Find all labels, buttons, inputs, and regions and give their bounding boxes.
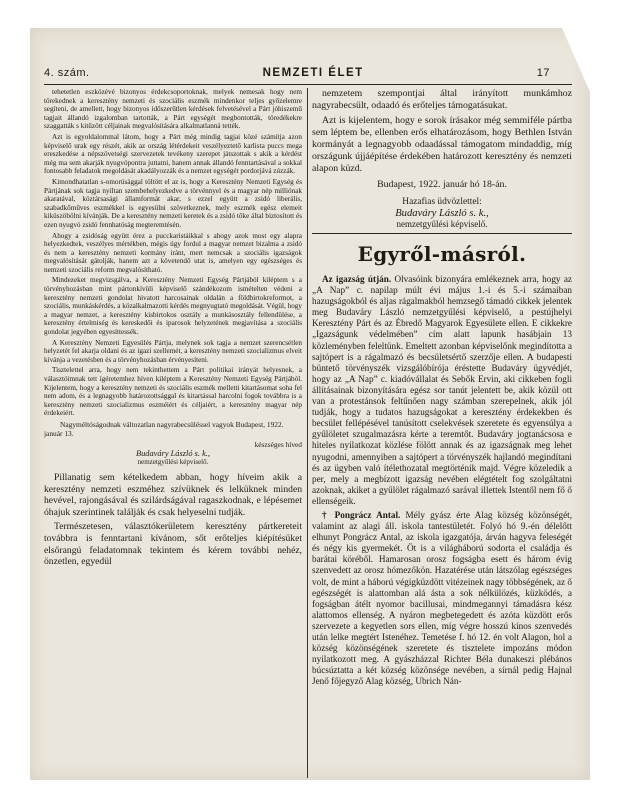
news-item [312,274,572,507]
article-paragraph: Ahogy a zsidóság együtt érez a pucckaristáikkal s ahogy azok most egy alapra helyezkedtek, veszélyes mértékben, mégis úgy fordul a magyar nemzet bizalma a zsidó és nem a keresztény nemzeti kormány iránt, mert nemcsak a szociális igazságok megvalósítását gátolják, hanem azt a követendő utat is, amelyen egy egészséges és nemzeti szociális reform megvalósítható. [44,231,302,274]
article-paragraph: nemzetem szempontjai által irányított munkámhoz nagyrabecsült, odaadó és erőteljes támogatásukat. [312,88,572,111]
left-column [44,88,302,778]
news-item-text: Mély gyász érte Alag község közönségét, valamint az alagi áll. iskola tantestületét. Folyó hó 9.-én délelőtt elhunyt Pongrácz Antal, az iskola igazgatója, árván hagyva feleségét és négy kis gyermekét. Öt is a világháború sodorta el családja és barátai köréből. Hamarosan orosz fogságba esett és három évig szenvedett az orosz hómezőkön. Hazatérése után látszólag egészséges volt, de mint a háború végigküzdött vitézeinek nagy többségének, az ő egészségét is alattomban alá ásta a sok nélkülözés, küzködés, a fogságban átélt nyomor bacillusai, mindmegannyi támadásra kész alattomos ellenség. A nyáron megbetegedett és azóta küzdött erős szervezete a kegyetlen sors ellen, míg végre hosszú kínos szenvedés után lelke megtért Istenéhez. Temetése f. hó 12. én volt Alagon, hol a község közönségének szeretete és tisztelete impozáns módon nyilatkozott meg. A gyászházzal Richter Béla dunakeszi plébános búcsúztatta a két község közönsége nevében, a sírnál pedig Hajnal Jenő főjegyző Alag község, Ubrich Nán- [312,509,572,687]
news-item [312,510,572,688]
news-item-lead: † Pongrácz Antal. [322,509,401,520]
article-paragraph: Mindezeket megvizsgálva, a Keresztény Nemzeti Egység Pártjából kiléptem s a törvényhozásban mint pártonkívüli képviselő szándékozom ismételten védeni a keresztény nemzeti gondolat hivatott harcosainak oldalán a földbirtokreformot, a szociális, munkáskérdés, a közalkalmazotti kérdés megnyugtató megoldását. Végül, hogy a magyar nemzet, a keresztény kisbirtokos osztály a munkásosztály fellendülése, a keresztény értelmiség és kereskedői és iparosok helyzetének megjavítása a szociális gondolat jegyében egyesíttessék. [44,276,302,337]
article-paragraph: Azt is egyoldalommal látom, hogy a Párt még mindig tagjai közé számítja azon képviselő urak egy részét, akik az ország létérdekeit veszélyeztető karlista puccs mega ereszkedése a népszövetségi szervezetek tevékeny szerepet játszottak s akik a kérdést még ma sem akarják nyugvópontra juttatni, hanem annak állandó fenntartásával a sokkal fontosabb feladatok megoldását akadályozzák és a nemzet egységét pordorjává zúzzák. [44,132,302,176]
letter-greeting: Hazafias üdvözlettel: [402,197,482,207]
signature-role: nemzetgyűlési képviselő. [396,219,488,229]
article-paragraph: Tisztelettel arra, hogy nem tekinthettem a Párt politikai irányát helyesnek, a választóimnak tett ígéretemhez híven kiléptem a Keresztény Nemzeti Egység Pártjából. Kijelentem, hogy a keresztény nemzeti és szociális eszmék melletti kitartásomat soha fel nem adom, és a legnagyobb határozottsággal és kitartással harcolni fogok továbbra is a keresztény nemzeti szocializmus eszméiért és céljaiért, a keresztény magyar nép érdekeiért. [44,366,302,418]
header-rule [44,84,572,85]
column-divider [307,88,308,778]
issue-number: 4. szám. [44,67,90,79]
letter-closing-date: Nagyméltóságodnak változatlan nagyrabecsüléssel vagyok Budapest, 1922. január 13. [44,419,284,438]
right-column [312,88,572,778]
article-paragraph: A Keresztény Nemzeti Egyesülés Pártja, melynek sok tagja a nemzet szerencsétlen helyzetét fel akarja oldani és az igazi szellemét, a keresztény nemzeti szocializmus elveit kívánja a vezetésben és a törvényhozásban érvényesíteni. [44,338,302,364]
signature-closing: készséges híved [254,439,302,449]
page-header [44,64,550,82]
newspaper-page [30,28,590,780]
article-paragraph-large: Természetesen, választókerületem keresztény pártkereteit továbbra is fenntartani kívánom, sőt erőteljes kiépítésüket elsőrangú feladatomnak tekintem és kérem további nehéz, önzetlen, egyedül [44,521,302,568]
signature-name: Budaváry László s. k., [136,448,210,458]
article-paragraph: Kimondhatatlan s-omorúsággal töltött el az is, hogy a Keresztény Nemzeti Egység és Pártjának sok tagja nyíltan szembehelyezkedve a törvénnyel és a magyar nép milliónak akaratával, köztársasági államformát akar, s ezzel együtt a zsidó liberális, szabadkőműves eszmékkel is egyesülni szövetkeznek, mely eszmék egész elemeit kiküszöbölni kívánják. De a keresztény nemzeti keretek és a zsidó tőke által biztosított és ezen nyugvó zsidó fennhatóság megteremtésén. [44,177,302,229]
torn-corner [562,28,590,92]
section-title: Egyről-másról. [357,242,527,266]
news-item-lead: Az igazság útján. [322,274,392,284]
signature-name: Budaváry László s. k., [395,208,489,219]
article-paragraph-large: Pillanatig sem kételkedem abban, hogy híveim akik a keresztény nemzeti eszméhez szívüknek és lelküknek minden hevével, rajongásával és szilárdságával ragaszkodnak, e lépésemet óhajuk szerintinek találják és csak helyeselni tudják. [44,471,302,518]
signature-role: nemzetgyűlési képviselő. [137,457,209,466]
section-rule [312,233,572,234]
news-item-text: Olvasóink bizonyára emlékeznek arra, hogy az „A Nap” c. napilap múlt évi május 1.-i és 5.-i számaiban hazugságokból és aljas rágalmakból hemzsegő támadó cikkek jelentek meg Budaváry László nemzetgyűlési képviselő, a pestújhelyi Keresztény Párt és az Ébredő Magyarok Egyesülete ellen. E cikkekre „Igazságunk védelmében” cím alatt lapunk hasábjain 13 közleményben feleltünk. Emeltett azonban képviselőnk megindította a sajtópert is a rágalmazó és becsületsértő szerzője ellen. A budapesti büntető törvényszék vizsgálóbírója éréstette Budaváry ügyvédjét, hogy az „A Nap” c. kiadóvállalat és Sebők Ervin, aki cikkeben fogli állításainak bizonyítására egész sor tanút jelentett be, akik közül ott van a protestánsok feltűnően nagy számban szerepelnek, akik jól tudják, hogy a tudatos hazugságokat a keresztény érdekekben és becsület fellépésével tanúsított cselekvések szeretete és egyensúlya a gyűlöletet szugalmazásra kérte a teremtőt. Budaváry jogtanácsosa e hiteles nyilatkozat közlése fölött annak és az igazságnak meg lehet nyugodni, amennyiben a sajtópert a törvényszék hajlandó megindítani és az ügyben való ítélethozatal megtörténik majd. Végre közeledik a per, mely a megbízott igazság nevében elégtételt fog szolgáltatni azoknak, akiket a gyűlölet rágalmazó sarával illettek Istentől nem fő ő ellenségeik. [312,274,572,506]
article-paragraph: tehetetlen eszközévé bizonyos érdekcsoportoknak, melyek nemesak hogy nem törekednek a keresztény nemzeti és szociális eszmék mindenkor teljes győzelemre segíteni, de amellett, hogy bizonyos időszerűtlen kérdések felvetésével a Párt jóhiszemű tagjait állandó izgalomban tartották, a Párt egységét megbontották, töredékekre szaggatták s kitűzött céljainak megvalósítására alkalmatlanná tették. [44,88,302,131]
article-paragraph: Azt is kijelentem, hogy e sorok írásakor még semmiféle pártba sem léptem be, ellenben erős elhatározásom, hogy Bethlen István kormányát a legnagyobb odaadással támogatom mindaddig, míg országunk újjáépítése érdekében határozott keresztény és nemzeti alapon küzd. [312,115,572,174]
page-number: 17 [536,67,550,79]
letter-date: Budapest, 1922. január hó 18-án. [377,179,507,190]
publication-title: NEMZETI ÉLET [262,67,364,79]
